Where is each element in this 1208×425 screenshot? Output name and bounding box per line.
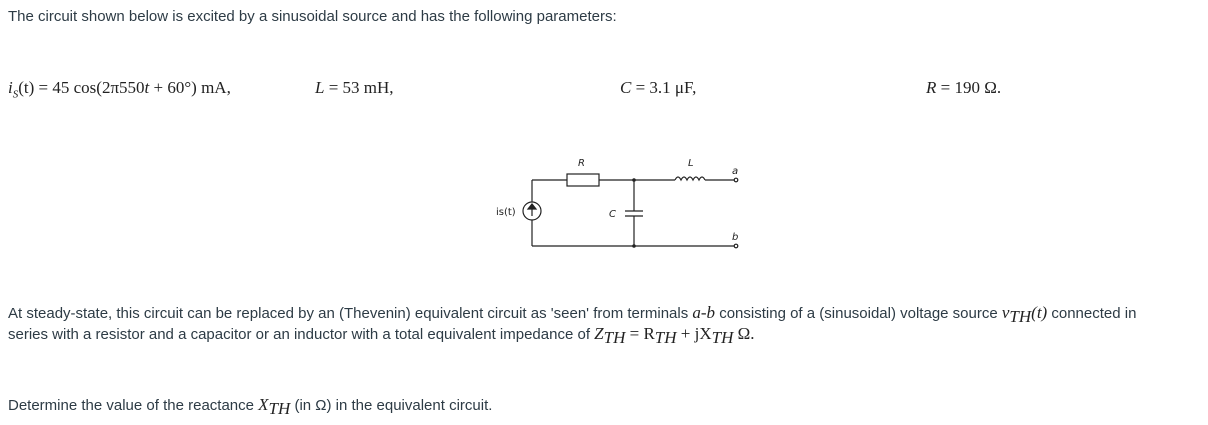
terminal-a-label: a xyxy=(732,166,739,177)
paragraph-line-1: At steady-state, this circuit can be replaced by an (Thevenin) equivalent circuit as 'seen' from terminals a-b consisting of a (sinusoidal) voltage source $v_{TH}(t)$ connected in xyxy=(8,303,1137,326)
inductor-symbol xyxy=(675,177,705,180)
circuit-diagram xyxy=(480,150,750,255)
intro-text: The circuit shown below is excited by a sinusoidal source and has the following parameters: xyxy=(8,8,617,25)
paragraph-line-2: series with a resistor and a capacitor or an inductor with a total equivalent impedance of $Z_{TH} = R_{TH} + jX_{TH}$ Ω. xyxy=(8,324,755,347)
source-parameter: $i_S(t) = 45$ cos(2π550t + 60°) mA, xyxy=(8,78,231,101)
resistor-symbol xyxy=(567,174,599,186)
junction-dot xyxy=(632,178,636,182)
capacitance-parameter: C = 3.1 μF, xyxy=(620,78,697,97)
terminal-b-label: b xyxy=(732,232,739,243)
question-text: Determine the value of the reactance $X_{TH}$ (in Ω) in the equivalent circuit. xyxy=(8,395,493,418)
inductor-label: L xyxy=(688,158,694,169)
junction-dot xyxy=(632,244,636,248)
inductance-parameter: L = 53 mH, xyxy=(315,78,394,97)
resistance-parameter: R = 190 Ω. xyxy=(926,78,1002,97)
terminal-a xyxy=(734,178,738,182)
terminal-b xyxy=(734,244,738,248)
resistor-label: R xyxy=(578,158,585,169)
capacitor-label: C xyxy=(609,209,616,220)
source-label: is(t) xyxy=(496,207,516,218)
